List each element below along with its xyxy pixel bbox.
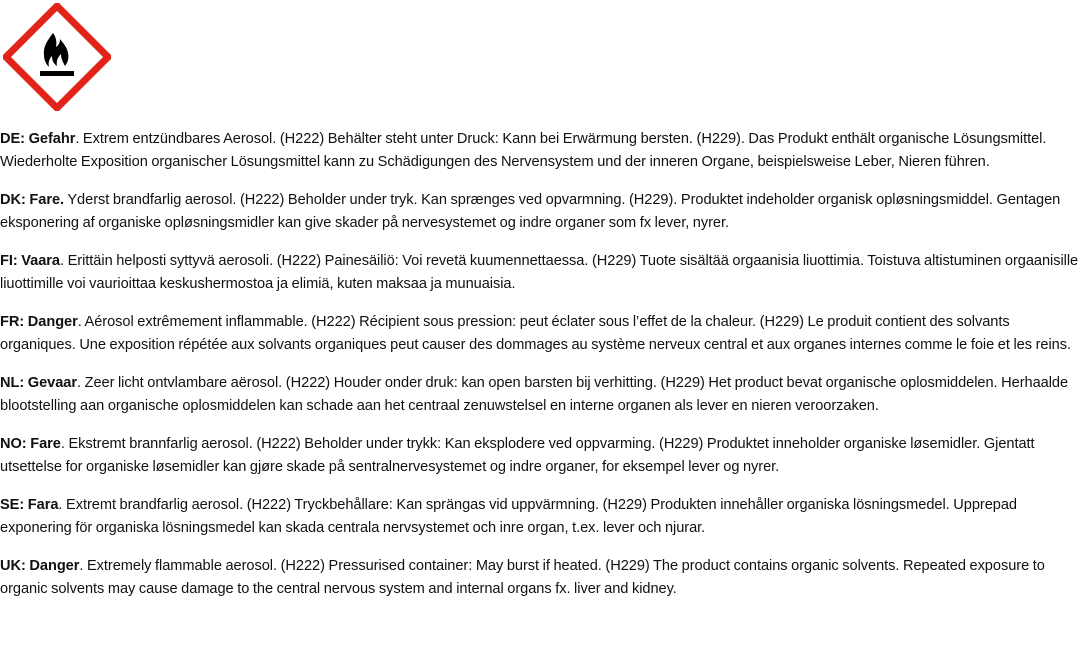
hazard-statements <box>0 128 1080 616</box>
warning-text: . Extrem entzündbares Aerosol. (H222) Behälter steht unter Druck: Kann bei Erwärmung bersten. (H229). Das Produkt enthält organische Lösungsmittel. Wiederholte Exposition organischer Lösungsmittel kann zu Schädigungen des Nervensystem und der inneren Organe, beispielsweise Leber, Nieren führen. <box>0 131 1047 170</box>
warning-text: . Extremt brandfarlig aerosol. (H222) Tryckbehållare: Kan sprängas vid uppvärmning. (H229) Produkten innehåller organiska lösningsmedel. Upprepad exponering för organiska lösningsmedel kan skada centrala nervsystemet och inre organ, t.ex. lever och njurar. <box>0 497 1017 536</box>
warning-text: . Ekstremt brannfarlig aerosol. (H222) Beholder under trykk: Kan eksplodere ved oppvarming. (H229) Produktet inneholder organiske løsemidler. Gjentatt utsettelse for organiske løsemidler kan gjøre skade på sentralnervesystemet og indre organer, for eksempel lever og nyrer. <box>0 436 1035 475</box>
warning-label: SE: Fara <box>0 497 59 513</box>
ghs-flame-pictogram <box>3 3 111 111</box>
warning-label: DE: Gefahr <box>0 131 76 147</box>
warning-no <box>0 433 1080 478</box>
warning-de <box>0 128 1080 173</box>
warning-uk <box>0 555 1080 600</box>
warning-text: Yderst brandfarlig aerosol. (H222) Beholder under tryk. Kan sprænges ved opvarmning. (H229). Produktet indeholder organisk opløsningsmiddel. Gentagen eksponering af organiske opløsningsmidler kan give skader på nervesystemet og indre organer som fx lever, nyrer. <box>0 192 1061 231</box>
warning-label: NO: Fare <box>0 436 61 452</box>
warning-fi <box>0 250 1080 295</box>
warning-text: . Extremely flammable aerosol. (H222) Pressurised container: May burst if heated. (H229) The product contains organic solvents. Repeated exposure to organic solvents may cause damage to the central nervous system and internal organs fx. liver and kidney. <box>0 558 1045 597</box>
flame-hazard-icon <box>3 3 111 111</box>
warning-label: FR: Danger <box>0 314 78 330</box>
warning-label: NL: Gevaar <box>0 375 77 391</box>
warning-fr <box>0 311 1080 356</box>
warning-nl <box>0 372 1080 417</box>
warning-se <box>0 494 1080 539</box>
warning-text: . Zeer licht ontvlambare aërosol. (H222) Houder onder druk: kan open barsten bij verhitting. (H229) Het product bevat organische oplosmiddelen. Herhaalde blootstelling aan organische oplosmiddelen kan schade aan het centraal zenuwstelsel en interne organen als lever en nieren veroorzaken. <box>0 375 1069 414</box>
warning-label: FI: Vaara <box>0 253 60 269</box>
warning-dk <box>0 189 1080 234</box>
warning-text: . Aérosol extrêmement inflammable. (H222) Récipient sous pression: peut éclater sous l’effet de la chaleur. (H229) Le produit contient des solvants organiques. Une exposition répétée aux solvants organiques peut causer des dommages au système nerveux central et aux organes internes comme le foie et les reins. <box>0 314 1071 353</box>
warning-label: UK: Danger <box>0 558 80 574</box>
warning-label: DK: Fare. <box>0 192 65 208</box>
warning-text: . Erittäin helposti syttyvä aerosoli. (H222) Painesäiliö: Voi revetä kuumennettaessa. (H229) Tuote sisältää orgaanisia liuottimia. Toistuva altistuminen orgaanisille liuottimille voi vaurioittaa keskushermostoa ja elimiä, kuten maksaa ja munuaisia. <box>0 253 1079 292</box>
